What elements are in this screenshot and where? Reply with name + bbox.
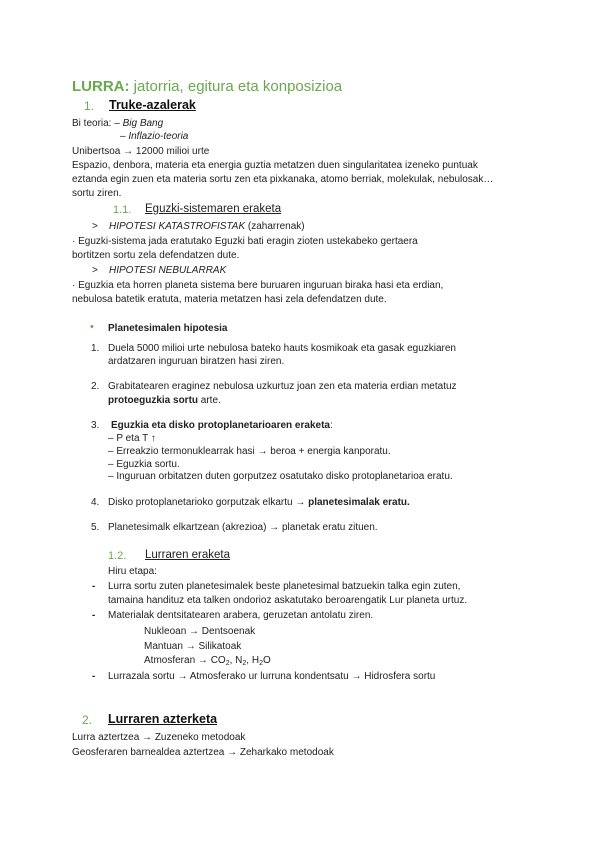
section-1-number: 1. — [84, 99, 95, 113]
section-1-2-heading: Lurraren eraketa — [145, 549, 231, 561]
step-3-heading: Eguzkia eta disko protoplanetarioaren eraketa: — [111, 420, 333, 431]
hiru-etapa: Hiru etapa: — [108, 566, 157, 577]
step-2-number: 2. — [91, 381, 100, 392]
etapa-1-dash: - — [92, 581, 96, 592]
section-2-line-2: Geosferaren barnealdea aztertzea → Zeharkako metodoak — [72, 747, 334, 758]
hipotesi-katastrofistak: HIPOTESI KATASTROFISTAK (zaharrenak) — [109, 221, 305, 232]
layer-mantua: Mantuan → Silikatoak — [144, 641, 242, 652]
etapa-1-line-1: Lurra sortu zuten planetesimalek beste planetesimal batzuekin talka egin zuten, — [108, 581, 461, 592]
section-1-2-number: 1.2. — [108, 550, 127, 562]
intro-line-1: Espazio, denbora, materia eta energia guztia metatzen duen singularitatea izeneko puntuak — [72, 160, 478, 171]
etapa-3-line: Lurrazala sortu → Atmosferako ur lurruna kondentsatu → Hidrosfera sortu — [108, 671, 436, 682]
planetesimal-heading: Planetesimalen hipotesia — [108, 323, 228, 334]
step-4-text: Disko protoplanetarioko gorputzak elkartu → planetesimalak eratu. — [108, 497, 410, 508]
katastrofistak-text-1: · Eguzki-sistema jada eratutako Eguzki bati eragin zioten ustekabeko gertaera — [72, 236, 418, 247]
planetesimal-bullet: • — [90, 321, 94, 333]
step-3-line-1: – P eta T ↑ — [108, 433, 156, 444]
katastrofistak-text-2: bortitzen sortu zela defendatzen dute. — [72, 250, 240, 261]
step-2-line-2: protoeguzkia sortu arte. — [108, 395, 221, 406]
step-3-line-3: – Eguzkia sortu. — [108, 459, 180, 470]
bi-teoria-line: Bi teoria: – Big Bang — [72, 118, 164, 129]
etapa-3-dash: - — [92, 671, 96, 682]
nebularrak-text-2: nebulosa batetik eratuta, materia metatzen hasi zela defendatzen dute. — [72, 294, 387, 305]
hipotesi-nebularrak-marker: > — [92, 265, 98, 276]
section-1-1-number: 1.1. — [113, 204, 132, 216]
section-1-heading: Truke-azalerak — [109, 98, 196, 112]
etapa-2-line: Materialak dentsitatearen arabera, geruzetan antolatu ziren. — [108, 610, 374, 621]
step-1-line-1: Duela 5000 milioi urte nebulosa bateko hauts kosmikoak eta gasak eguzkiaren — [108, 343, 456, 354]
intro-line-2: eztanda egin zuen eta materia sortu zen eta pixkanaka, atomo berriak, molekulak, nebulosak… — [72, 174, 494, 185]
step-3-number: 3. — [91, 420, 100, 431]
step-3-line-4: – Inguruan orbitatzen duten gorputzez osatutako disko protoplanetarioa eratu. — [108, 471, 453, 482]
section-2-heading: Lurraren azterketa — [108, 712, 218, 726]
etapa-1-line-2: tamaina handituz eta talken ondorioz askatutako beroarengatik Lur planeta urtuz. — [108, 595, 468, 606]
step-5-number: 5. — [91, 522, 100, 533]
intro-line-3: sortu ziren. — [72, 188, 122, 199]
nebularrak-text-1: · Eguzkia eta horren planeta sistema bere buruaren inguruan biraka hasi eta erdian, — [72, 280, 444, 291]
layer-atmosfera: Atmosferan → $CO_2$, $N_2$, $H_2O$ — [144, 655, 271, 667]
section-1-1-heading: Eguzki-sistemaren eraketa — [145, 203, 282, 215]
step-1-line-2: ardatzaren inguruan biratzen hasi ziren. — [108, 356, 285, 367]
page-title: LURRA: jatorria, egitura eta konposizioa — [72, 78, 343, 95]
layer-nukleoa: Nukleoan → Dentsoenak — [144, 626, 256, 637]
hipotesi-katastrofistak-marker: > — [92, 221, 98, 232]
etapa-2-dash: - — [92, 610, 96, 621]
step-5-text: Planetesimalk elkartzean (akrezioa) → planetak eratu zituen. — [108, 522, 378, 533]
inflazio-line: – Inflazio-teoria — [120, 131, 189, 142]
hipotesi-nebularrak: HIPOTESI NEBULARRAK — [109, 265, 227, 276]
step-2-line-1: Grabitatearen eraginez nebulosa uzkurtuz joan zen eta materia erdian metatuz — [108, 381, 457, 392]
step-4-number: 4. — [91, 497, 100, 508]
section-2-line-1: Lurra aztertzea → Zuzeneko metodoak — [72, 732, 246, 743]
unibertsoa-line: Unibertsoa → 12000 milioi urte — [72, 146, 210, 157]
section-2-number: 2. — [82, 713, 93, 727]
step-1-number: 1. — [91, 343, 100, 354]
step-3-line-2: – Erreakzio termonuklearrak hasi → beroa + energia kanporatu. — [108, 446, 391, 457]
